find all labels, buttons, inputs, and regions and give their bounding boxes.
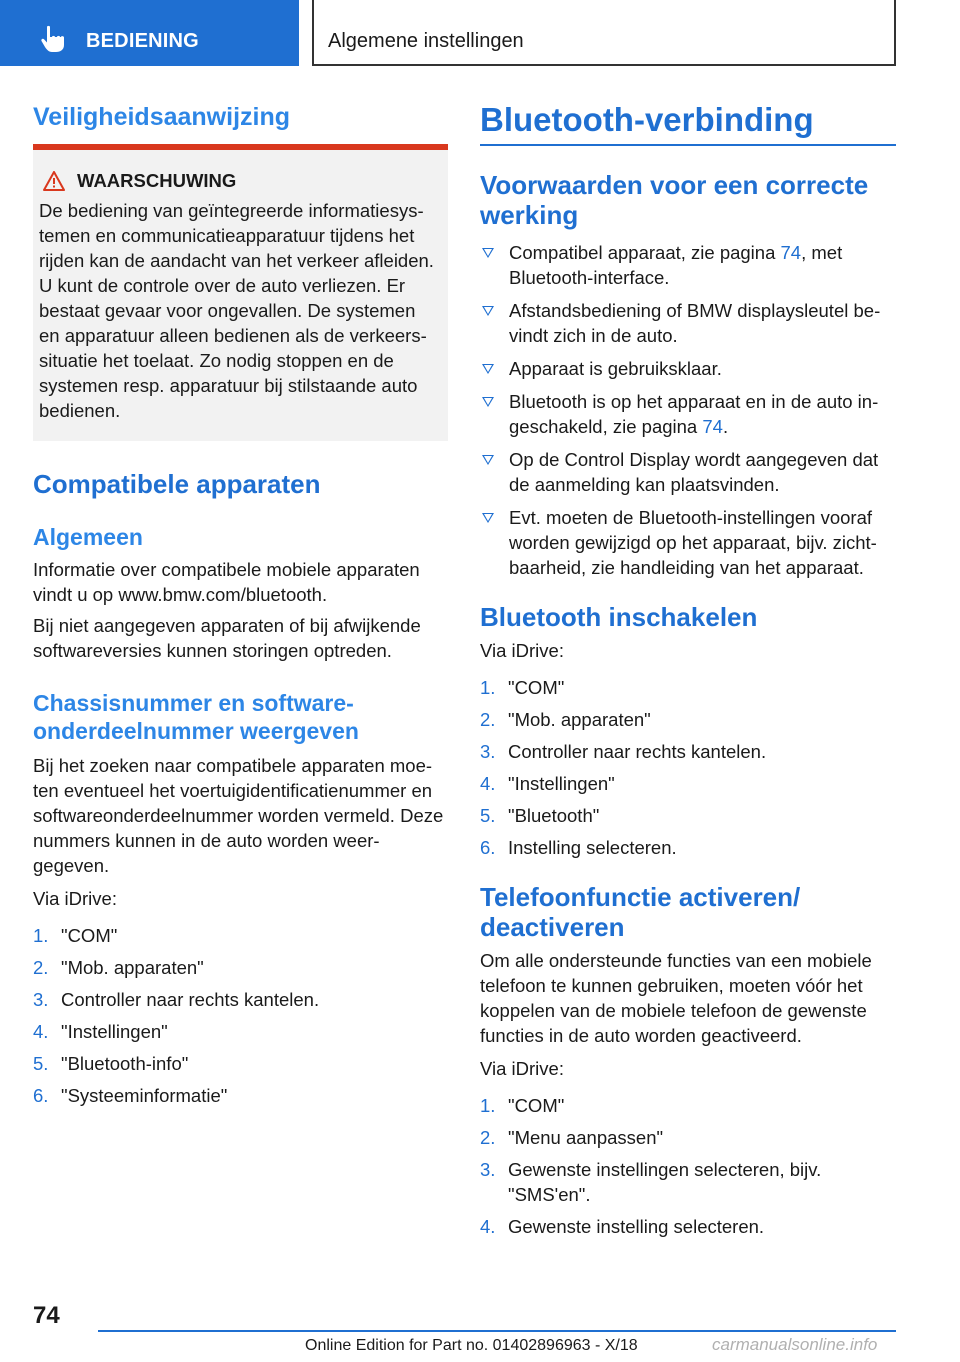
compat-title: Compatibele apparaten bbox=[33, 469, 321, 499]
list-item: 3. Controller naar rechts kantelen. bbox=[480, 741, 767, 762]
watermark: carmanualsonline.info bbox=[712, 1335, 878, 1354]
list-item: 2. "Mob. apparaten" bbox=[480, 709, 651, 730]
general-paragraph-2: Bij niet aangegeven apparaten of bij afwijkende softwareversies kunnen storingen optreden. bbox=[33, 615, 421, 661]
list-item: 2. "Menu aanpassen" bbox=[480, 1127, 664, 1148]
phone-function-title: Telefoonfunctie activeren/ deactiveren bbox=[480, 882, 801, 942]
left-column bbox=[33, 100, 448, 1115]
list-item: 4. Gewenste instelling selecteren. bbox=[480, 1216, 765, 1237]
enable-steps-list bbox=[480, 675, 896, 860]
chapter-title-box bbox=[312, 0, 896, 66]
pointing-hand-icon bbox=[40, 25, 66, 53]
list-item: 6. Instelling selecteren. bbox=[480, 837, 677, 858]
list-item: Afstandsbediening of BMW displaysleutel be-vindt zich in de auto. bbox=[480, 298, 896, 348]
bluetooth-connection-title: Bluetooth-verbinding bbox=[480, 101, 814, 138]
via-idrive-label: Via iDrive: bbox=[33, 888, 117, 909]
enable-bluetooth-title: Bluetooth inschakelen bbox=[480, 602, 758, 632]
right-column bbox=[480, 100, 896, 1246]
page-number: 74 bbox=[33, 1302, 60, 1329]
general-paragraph-1: Informatie over compatibele mobiele apparaten vindt u op www.bmw.com/bluetooth. bbox=[33, 559, 420, 605]
list-item: 4. "Instellingen" bbox=[480, 773, 615, 794]
list-item: Op de Control Display wordt aangegeven dat de aanmelding kan plaatsvinden. bbox=[480, 447, 896, 497]
requirements-title: Voorwaarden voor een correcte werking bbox=[480, 170, 869, 230]
bullet-triangle-icon bbox=[480, 240, 509, 290]
list-item: Compatibel apparaat, zie pagina 74, met Bluetooth-interface. bbox=[480, 240, 896, 290]
chapter-tab[interactable] bbox=[0, 0, 299, 66]
warning-text: De bediening van geïntegreerde informatiesys-temen en communicatieapparatuur tijdens het rijden kan de aandacht van het verkeer afleiden. U kunt de controle over de auto verliezen. Er bestaat gevaar voor ongevallen. De systemen en apparatuur alleen bedienen als de verkeers-situatie het toelaat. Zo nodig stoppen en de systemen resp. apparatuur bij stilstaande auto bedienen. bbox=[39, 200, 434, 421]
phone-steps-list bbox=[480, 1093, 896, 1239]
bullet-triangle-icon bbox=[480, 389, 509, 439]
list-item: 1. "COM" bbox=[33, 925, 118, 946]
list-item: 3. Gewenste instellingen selecteren, bijv. "SMS'en". bbox=[480, 1159, 822, 1205]
warning-triangle-icon bbox=[43, 171, 65, 191]
bullet-triangle-icon bbox=[480, 447, 509, 497]
bullet-triangle-icon bbox=[480, 356, 509, 381]
list-item: 5. "Bluetooth" bbox=[480, 805, 600, 826]
safety-title: Veiligheidsaanwijzing bbox=[33, 103, 291, 131]
phone-paragraph: Om alle ondersteunde functies van een mobiele telefoon te kunnen gebruiken, moeten vóór het koppelen van de mobiele telefoon de gewenste functies in de auto worden geactiveerd. bbox=[480, 950, 872, 1046]
enable-via-label: Via iDrive: bbox=[480, 640, 564, 661]
list-item: Evt. moeten de Bluetooth-instellingen vooraf worden gewijzigd op het apparaat, bijv. zicht-baarheid, zie handleiding van het apparaat. bbox=[480, 505, 896, 580]
chassis-steps-list bbox=[33, 923, 448, 1108]
chassis-title: Chassisnummer en software-onderdeelnummer weergeven bbox=[33, 690, 359, 744]
list-item: 1. "COM" bbox=[480, 677, 565, 698]
chassis-paragraph: Bij het zoeken naar compatibele apparaten moe-ten eventueel het voertuigidentificatienummer en softwareonderdeelnummer worden vermeld. Deze nummers kunnen in de auto worden weer-gegeven. bbox=[33, 755, 444, 876]
list-item: Bluetooth is op het apparaat en in de auto in-geschakeld, zie pagina 74. bbox=[480, 389, 896, 439]
list-item: 5. "Bluetooth-info" bbox=[33, 1053, 189, 1074]
bullet-triangle-icon bbox=[480, 505, 509, 580]
page-link[interactable]: 74 bbox=[702, 416, 723, 437]
warning-box bbox=[33, 144, 448, 441]
bullet-triangle-icon bbox=[480, 298, 509, 348]
chapter-title: Algemene instellingen bbox=[328, 30, 524, 52]
phone-via-label: Via iDrive: bbox=[480, 1058, 564, 1079]
edition-text: Online Edition for Part no. 01402896963 - X/18 bbox=[305, 1337, 638, 1354]
list-item: 1. "COM" bbox=[480, 1095, 565, 1116]
title-divider bbox=[480, 144, 896, 146]
list-item: 6. "Systeeminformatie" bbox=[33, 1085, 228, 1106]
list-item: 2. "Mob. apparaten" bbox=[33, 957, 204, 978]
warning-heading bbox=[43, 170, 440, 192]
list-item: 3. Controller naar rechts kantelen. bbox=[33, 989, 320, 1010]
footer-divider bbox=[98, 1330, 896, 1332]
chapter-tab-label: BEDIENING bbox=[86, 30, 199, 52]
list-item: 4. "Instellingen" bbox=[33, 1021, 168, 1042]
warning-title: WAARSCHUWING bbox=[77, 170, 237, 191]
page-link[interactable]: 74 bbox=[780, 242, 802, 263]
general-title: Algemeen bbox=[33, 524, 143, 550]
requirements-list bbox=[480, 240, 896, 580]
list-item: Apparaat is gebruiksklaar. bbox=[480, 356, 896, 381]
